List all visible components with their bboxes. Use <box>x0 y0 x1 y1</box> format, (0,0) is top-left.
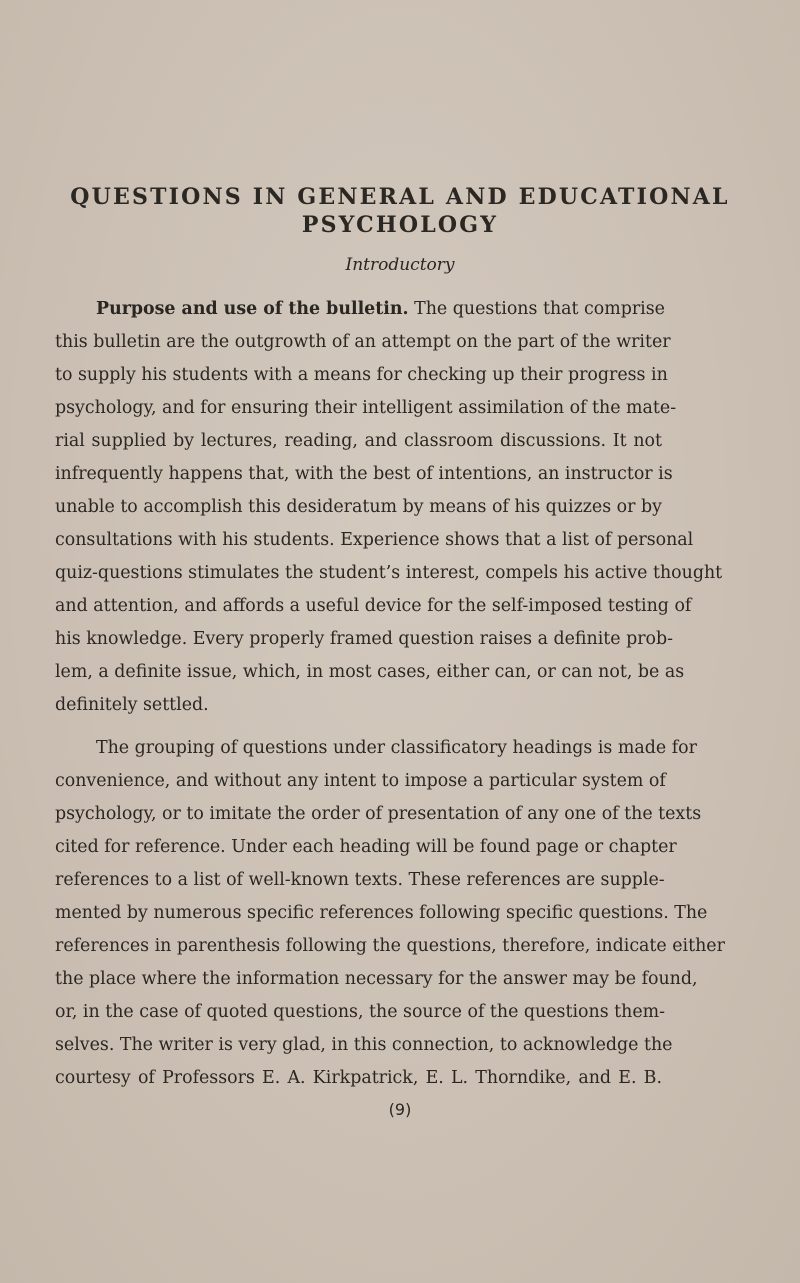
paragraph1-line: infrequently happens that, with the best of intentions, an instructor is <box>55 464 673 484</box>
paragraph1-line: to supply his students with a means for checking up their progress in <box>55 365 668 385</box>
title-line-1: QUESTIONS IN GENERAL AND EDUCATIONAL <box>70 184 730 210</box>
paragraph2-line: cited for reference. Under each heading will be found page or chapter <box>55 837 677 857</box>
paragraph2-line: or, in the case of quoted questions, the source of the questions them- <box>55 1002 665 1022</box>
paragraph2-line: references to a list of well-known texts. These references are supple- <box>55 870 665 890</box>
paragraph1-line: definitely settled. <box>55 695 209 715</box>
paragraph1-line: unable to accomplish this desideratum by means of his quizzes or by <box>55 497 662 517</box>
paragraph1-line: rial supplied by lectures, reading, and classroom discussions. It not <box>55 431 662 451</box>
paragraph2-line: references in parenthesis following the questions, therefore, indicate either <box>55 936 725 956</box>
paragraph2-line: mented by numerous specific references following specific questions. The <box>55 903 708 923</box>
paragraph1-line: and attention, and affords a useful device for the self-imposed testing of <box>55 596 692 616</box>
paragraph1-line: quiz-questions stimulates the student’s interest, compels his active thought <box>55 563 723 583</box>
paragraph2-line: the place where the information necessary for the answer may be found, <box>55 969 698 989</box>
paragraph2-line: convenience, and without any intent to impose a particular system of <box>55 771 666 791</box>
paragraph2-line: selves. The writer is very glad, in this connection, to acknowledge the <box>55 1035 673 1055</box>
paragraph1-line: this bulletin are the outgrowth of an attempt on the part of the writer <box>55 332 671 352</box>
paragraph1-line: psychology, and for ensuring their intelligent assimilation of the mate- <box>55 398 677 418</box>
subtitle: Introductory <box>345 255 455 275</box>
paragraph2-line: psychology, or to imitate the order of presentation of any one of the texts <box>55 804 702 824</box>
paragraph1-line: lem, a definite issue, which, in most cases, either can, or can not, be as <box>55 662 685 682</box>
paragraph-lead: Purpose and use of the bulletin. <box>96 299 409 319</box>
page-number: (9) <box>388 1100 412 1119</box>
paragraph1-line: Purpose and use of the bulletin. The questions that comprise <box>96 299 665 319</box>
paragraph1-line: consultations with his students. Experience shows that a list of personal <box>55 530 694 550</box>
paragraph2-line: The grouping of questions under classificatory headings is made for <box>96 738 697 758</box>
title-line-2: PSYCHOLOGY <box>301 212 499 238</box>
paragraph2-line: courtesy of Professors E. A. Kirkpatrick, E. L. Thorndike, and E. B. <box>55 1068 662 1088</box>
paragraph1-line: his knowledge. Every properly framed question raises a definite prob- <box>55 629 674 649</box>
